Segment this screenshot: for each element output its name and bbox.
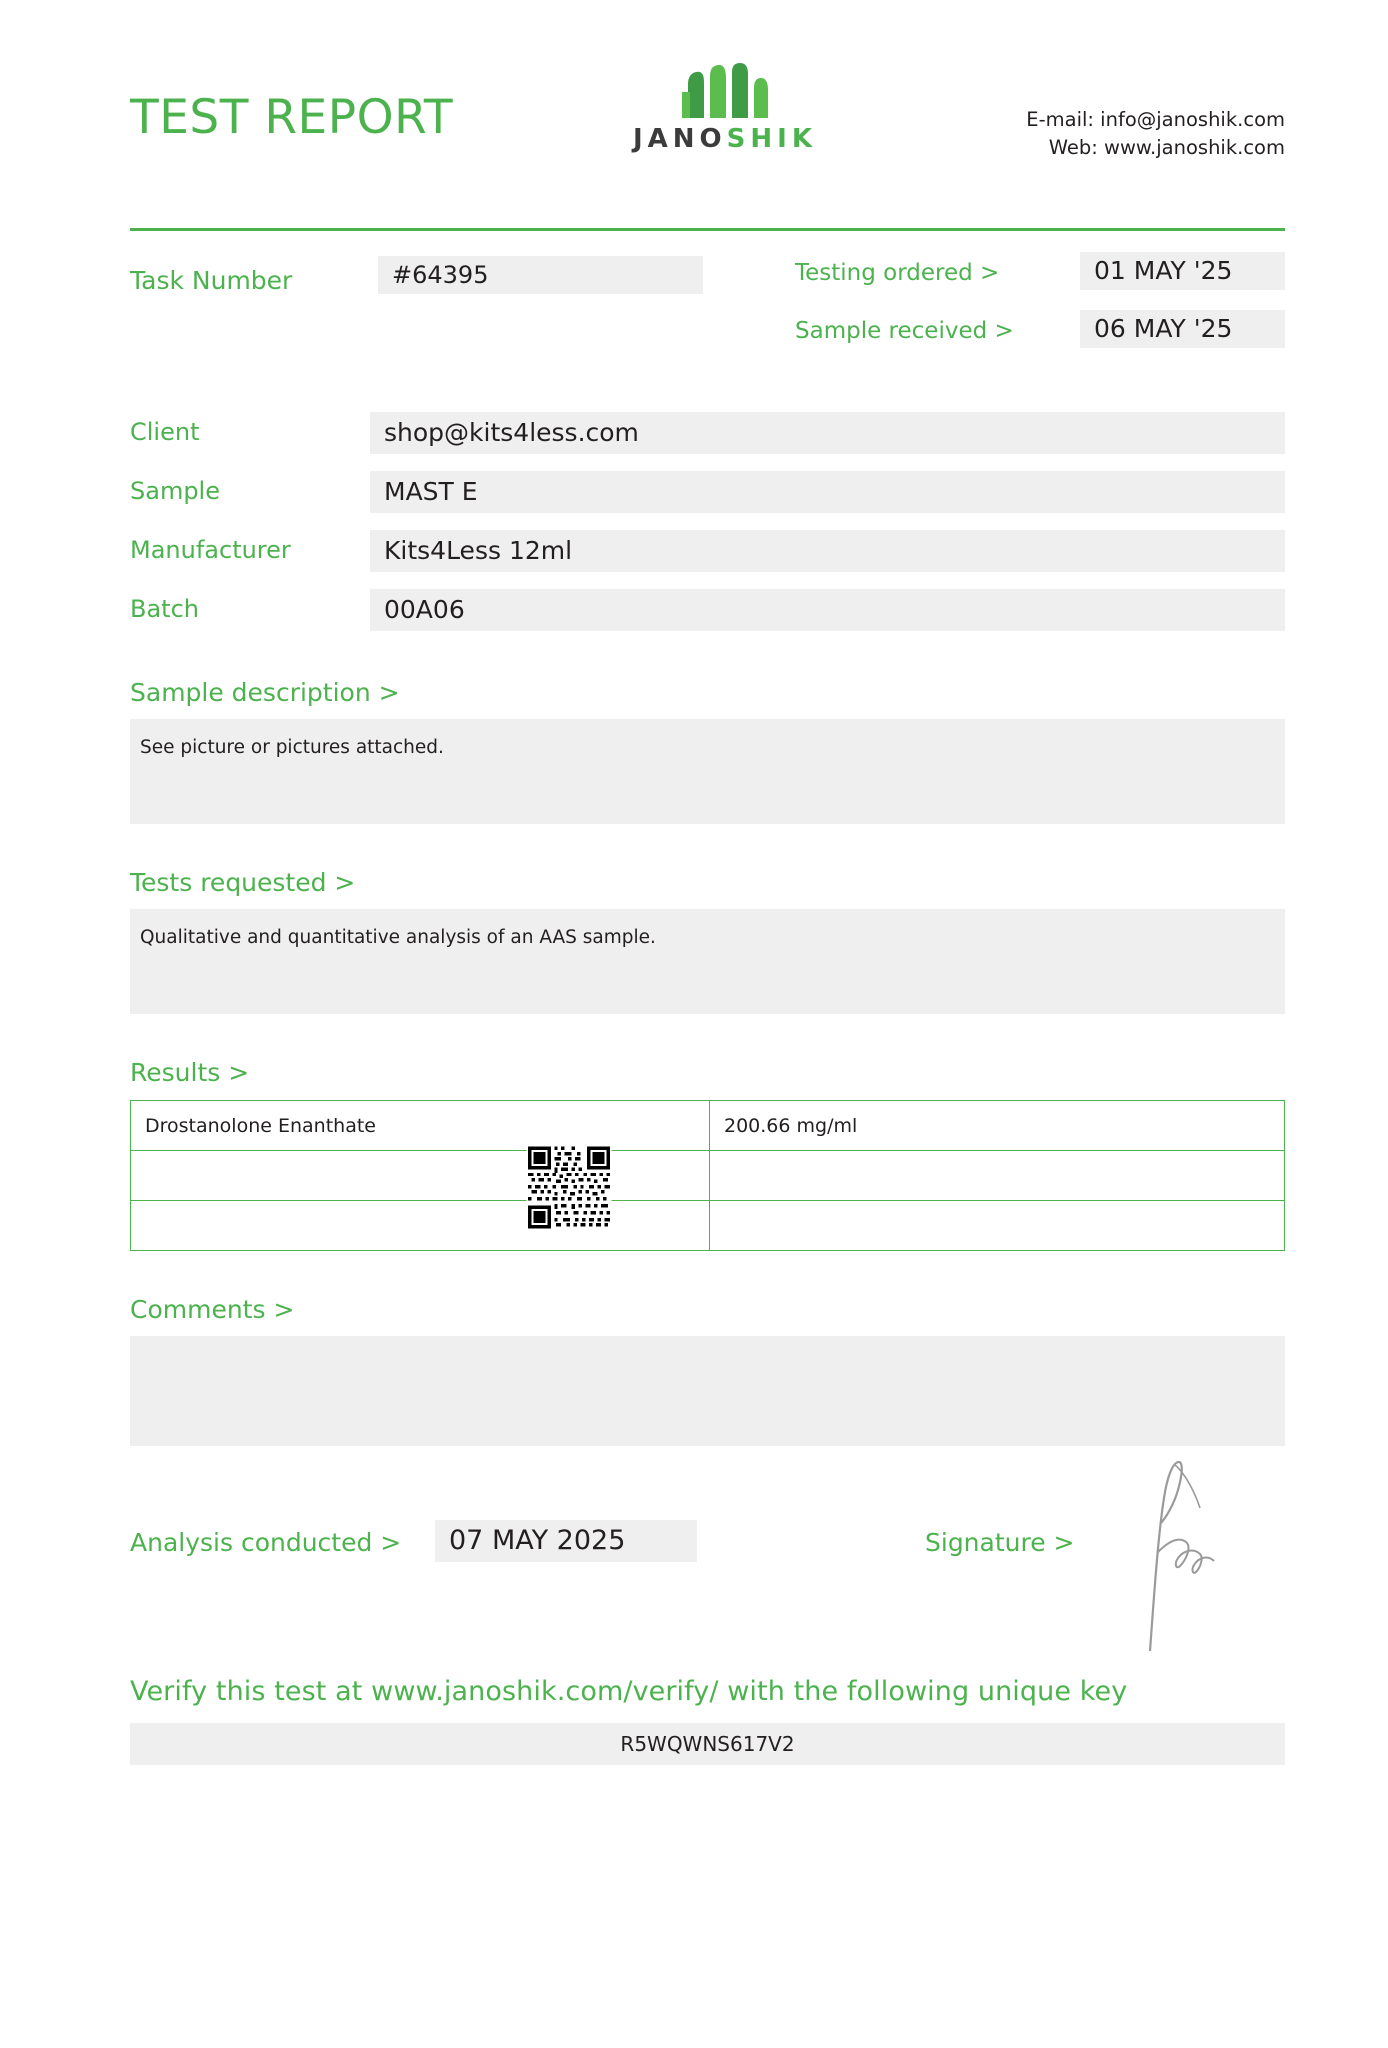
signature-label: Signature > [925,1528,1075,1557]
client-label: Client [130,418,200,446]
analysis-conducted-date: 07 MAY 2025 [435,1520,697,1562]
sample-description-box: See picture or pictures attached. [130,719,1285,824]
result-substance: Drostanolone Enanthate [131,1101,710,1151]
logo-mark-icon [620,62,830,122]
sample-received-value: 06 MAY '25 [1080,310,1285,348]
results-title: Results > [130,1058,250,1087]
page-title: TEST REPORT [130,90,454,145]
manufacturer-value: Kits4Less 12ml [370,530,1285,572]
signature-image [1130,1456,1250,1660]
info-row-batch [130,589,1285,634]
sample-received-label: Sample received > [795,318,1014,344]
janoshik-logo [620,62,830,154]
contact-email: E-mail: info@janoshik.com [1026,108,1285,131]
qr-code-icon [520,1145,618,1230]
table-row [131,1151,1285,1201]
contact-web: Web: www.janoshik.com [1048,136,1285,160]
footer-row [130,1516,1285,1586]
testing-ordered-label: Testing ordered > [795,260,1000,286]
logo-wordmark [620,124,830,154]
client-value: shop@kits4less.com [370,412,1285,454]
tests-requested-box: Qualitative and quantitative analysis of an AAS sample. [130,909,1285,1014]
analysis-conducted-label: Analysis conducted > [130,1528,402,1557]
table-row [131,1201,1285,1251]
unique-key-value: R5WQWNS617V2 [130,1723,1285,1765]
batch-label: Batch [130,595,199,623]
info-row-sample [130,471,1285,516]
comments-box [130,1336,1285,1446]
result-amount [710,1201,1285,1251]
task-number-label: Task Number [130,266,293,295]
testing-ordered-value: 01 MAY '25 [1080,252,1285,290]
batch-value: 00A06 [370,589,1285,631]
sample-label: Sample [130,477,220,505]
results-title-row [130,1058,1285,1090]
sample-info-section [130,412,1285,634]
tests-requested-title: Tests requested > [130,868,356,897]
results-table [130,1100,1285,1251]
info-row-client [130,412,1285,457]
sample-description-title: Sample description > [130,678,400,707]
info-row-manufacturer [130,530,1285,575]
table-row [131,1101,1285,1151]
result-amount [710,1151,1285,1201]
contact-info [1026,106,1285,163]
task-section [130,256,1285,366]
task-number-value: #64395 [378,256,703,294]
verify-text: Verify this test at www.janoshik.com/verify/ with the following unique key [130,1676,1128,1707]
result-substance [131,1151,710,1201]
comments-title: Comments > [130,1295,295,1324]
logo-text-jano: JANO [633,124,727,154]
logo-text-shik: SHIK [726,124,817,154]
header-divider [130,228,1285,231]
report-header [130,62,1285,222]
manufacturer-label: Manufacturer [130,536,291,564]
result-amount: 200.66 mg/ml [710,1101,1285,1151]
result-substance [131,1201,710,1251]
sample-value: MAST E [370,471,1285,513]
report-content [130,0,1285,1765]
